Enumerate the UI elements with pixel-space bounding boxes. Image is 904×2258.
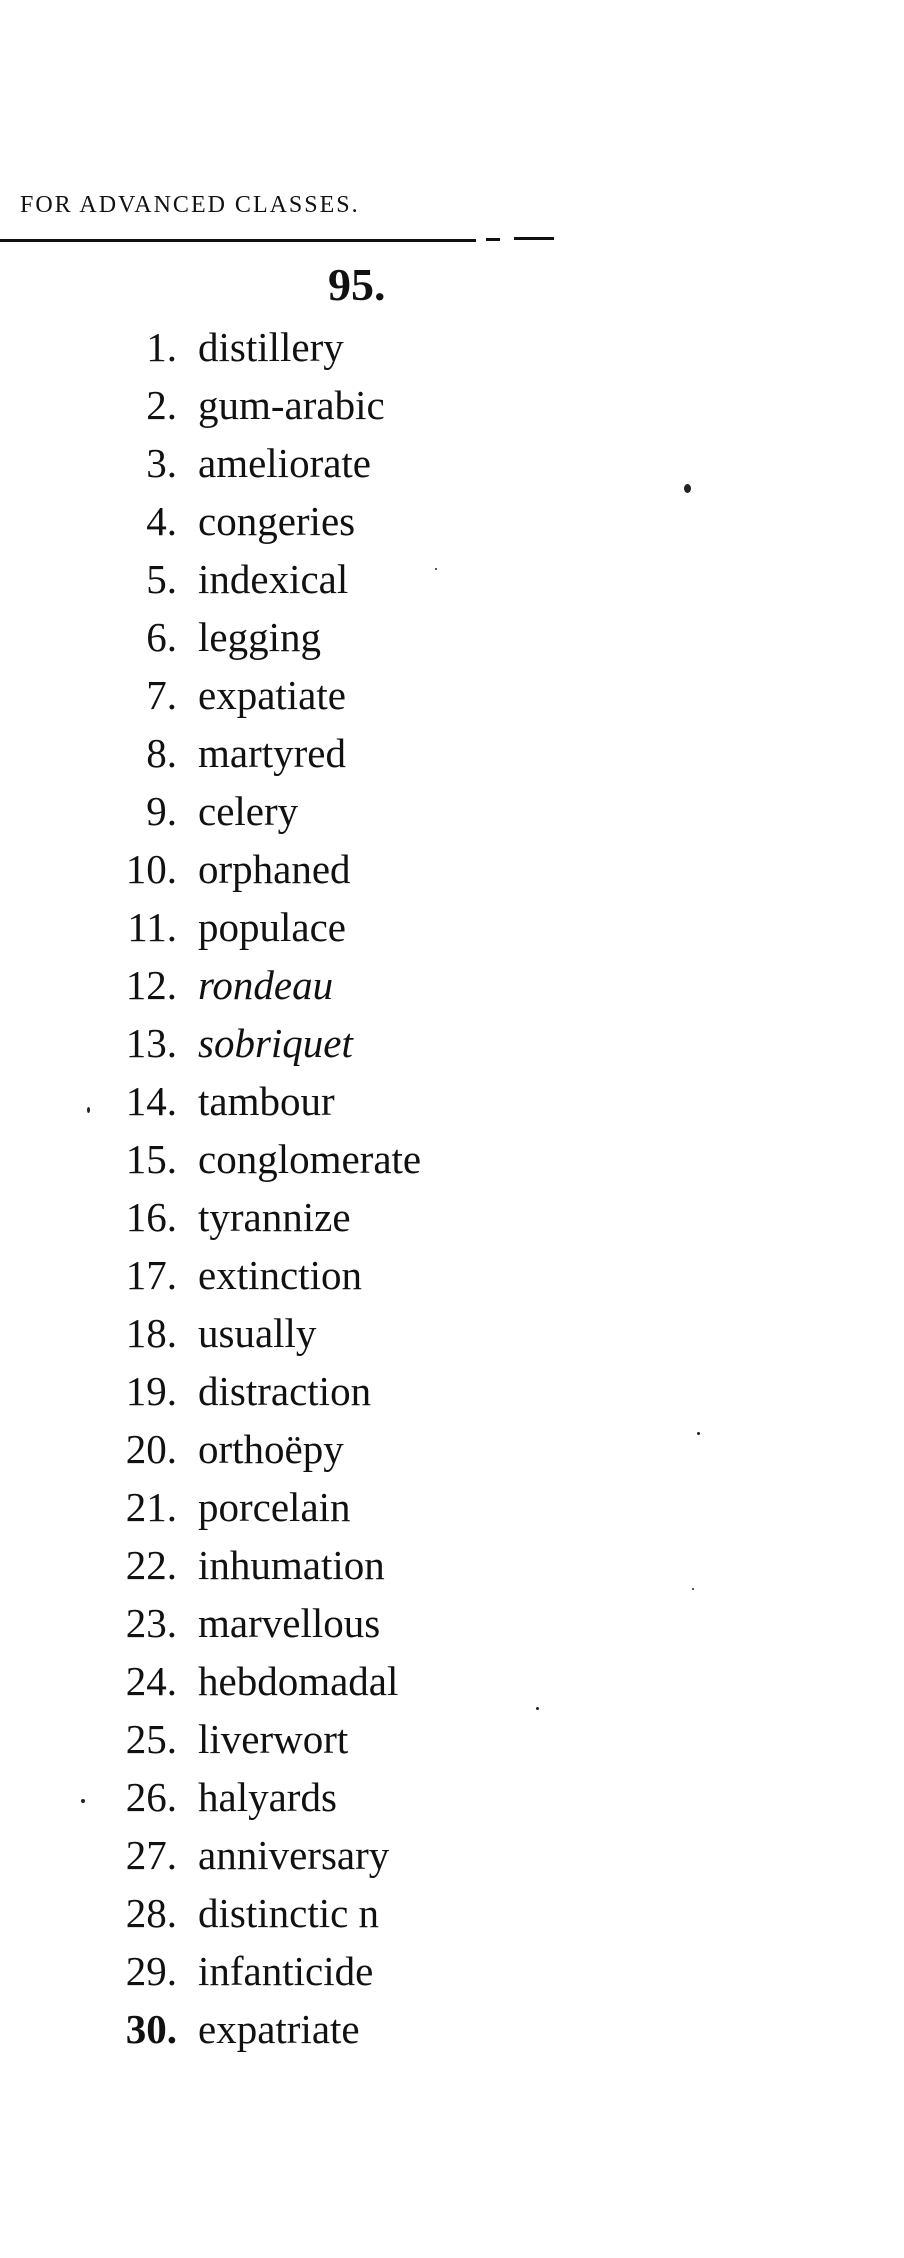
word-text: porcelain [198, 1484, 351, 1530]
word-number: 18. [125, 1310, 177, 1356]
word-number: 15. [125, 1136, 177, 1182]
word-number: 26. [125, 1774, 177, 1820]
word-number: 2. [146, 382, 177, 428]
word-number: 27. [125, 1832, 177, 1878]
word-row [0, 492, 904, 550]
word-number: 7. [146, 672, 177, 718]
header-rule-dash [514, 237, 554, 240]
word-text: distillery [198, 324, 344, 370]
scan-speck [684, 484, 691, 493]
word-row [0, 1304, 904, 1362]
word-number: 24. [125, 1658, 177, 1704]
word-text: expatiate [198, 672, 346, 718]
word-text: halyards [198, 1774, 337, 1820]
word-row [0, 1362, 904, 1420]
word-text: martyred [198, 730, 346, 776]
word-row [0, 1652, 904, 1710]
word-row [0, 898, 904, 956]
word-number: 11. [127, 904, 177, 950]
word-text: expatriate [198, 2006, 360, 2052]
word-text: rondeau [198, 962, 334, 1008]
scan-speck [87, 1107, 90, 1113]
word-row [0, 666, 904, 724]
word-text: tyrannize [198, 1194, 351, 1240]
word-number: 20. [125, 1426, 177, 1472]
word-row [0, 1188, 904, 1246]
word-text: conglomerate [198, 1136, 422, 1182]
word-number: 22. [125, 1542, 177, 1588]
word-number: 17. [125, 1252, 177, 1298]
word-row [0, 1420, 904, 1478]
word-row [0, 1594, 904, 1652]
scan-speck [435, 568, 437, 570]
word-text: ameliorate [198, 440, 372, 486]
word-text: distinctic n [198, 1890, 380, 1936]
word-text: celery [198, 788, 299, 834]
word-row [0, 840, 904, 898]
word-text: extinction [198, 1252, 362, 1298]
header-rule [0, 239, 476, 242]
word-text: infanticide [198, 1948, 374, 1994]
word-row [0, 1884, 904, 1942]
word-number: 25. [125, 1716, 177, 1762]
word-text: indexical [198, 556, 349, 602]
word-text: distraction [198, 1368, 372, 1414]
section-number: 95. [328, 259, 386, 310]
word-row [0, 1130, 904, 1188]
word-text: marvellous [198, 1600, 381, 1646]
word-text: inhumation [198, 1542, 385, 1588]
word-row [0, 1478, 904, 1536]
word-text: liverwort [198, 1716, 349, 1762]
word-row [0, 956, 904, 1014]
word-text: hebdomadal [198, 1658, 399, 1704]
word-number: 9. [146, 788, 177, 834]
word-row [0, 1942, 904, 2000]
scan-speck [81, 1799, 85, 1803]
word-number: 12. [125, 962, 177, 1008]
word-row [0, 608, 904, 666]
word-number: 14. [125, 1078, 177, 1124]
word-number: 6. [146, 614, 177, 660]
word-number: 3. [146, 440, 177, 486]
word-row [0, 318, 904, 376]
word-list [0, 318, 904, 2058]
word-row [0, 2000, 904, 2058]
word-number: 1. [146, 324, 177, 370]
word-row [0, 724, 904, 782]
word-number: 28. [125, 1890, 177, 1936]
word-number: 8. [146, 730, 177, 776]
word-number: 13. [125, 1020, 177, 1066]
word-number: 23. [125, 1600, 177, 1646]
word-number: 19. [125, 1368, 177, 1414]
word-number: 29. [125, 1948, 177, 1994]
word-number: 21. [125, 1484, 177, 1530]
word-row [0, 1710, 904, 1768]
word-row [0, 1536, 904, 1594]
header-rule-dash [486, 238, 500, 241]
word-row [0, 1768, 904, 1826]
word-text: usually [198, 1310, 317, 1356]
word-text: legging [198, 614, 321, 660]
word-number: 16. [125, 1194, 177, 1240]
word-text: anniversary [198, 1832, 390, 1878]
word-row [0, 782, 904, 840]
word-text: congeries [198, 498, 356, 544]
word-number: 4. [146, 498, 177, 544]
word-number: 10. [125, 846, 177, 892]
word-text: tambour [198, 1078, 335, 1124]
word-row [0, 1072, 904, 1130]
word-row [0, 1826, 904, 1884]
word-row [0, 1246, 904, 1304]
word-text: orthoëpy [198, 1426, 344, 1472]
word-number: 30. [125, 2006, 177, 2052]
word-row [0, 550, 904, 608]
word-text: sobriquet [198, 1020, 353, 1066]
word-number: 5. [146, 556, 177, 602]
word-row [0, 434, 904, 492]
word-text: populace [198, 904, 346, 950]
scan-speck [697, 1432, 700, 1435]
word-row [0, 1014, 904, 1072]
scan-speck [692, 1588, 694, 1590]
word-text: orphaned [198, 846, 351, 892]
running-head: FOR ADVANCED CLASSES. [20, 192, 360, 218]
word-text: gum-arabic [198, 382, 385, 428]
scan-speck [536, 1707, 539, 1710]
word-row [0, 376, 904, 434]
